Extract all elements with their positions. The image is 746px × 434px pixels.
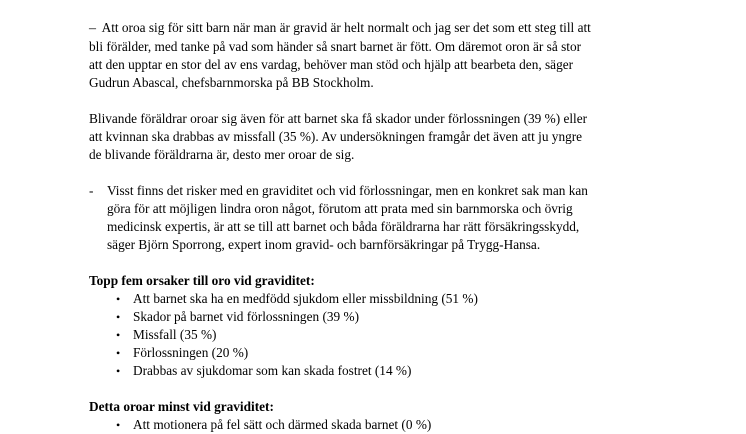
bullet-icon: • [116,364,121,378]
text-line: bli förälder, med tanke på vad som händer så snart barnet är fött. Om däremot oron är så stor [89,39,582,54]
text-line: medicinsk expertis, är att se till att barnet och båda föräldrarna har rätt försäkringsskydd, [107,219,580,234]
list-item: • Förlossningen (20 %) [116,345,249,360]
text-line: Gudrun Abascal, chefsbarnmorska på BB Stockholm. [89,75,374,90]
list-item: • Missfall (35 %) [116,327,217,342]
list-item: • Skador på barnet vid förlossningen (39 %) [116,309,359,324]
document-page [89,19,679,434]
text-line: att kvinnan ska drabbas av missfall (35 %). Av undersökningen framgår det även att ju yngre [89,129,583,144]
quote-dash: - [89,183,94,198]
least-worries-heading: Detta oroar minst vid graviditet: [89,399,274,414]
bullet-icon: • [116,310,121,324]
survey-paragraph [89,110,679,164]
text-line: säger Björn Sporrong, expert inom gravid- och barnförsäkringar på Trygg-Hansa. [107,237,541,252]
text-line: Visst finns det risker med en graviditet och vid förlossningar, men en konkret sak man kan [107,183,588,198]
text-line: göra för att möjligen lindra oron något, förutom att prata med sin barnmorska och övrig [107,201,573,216]
quote-dash: – [89,21,96,36]
worries-list [89,290,679,380]
bullet-icon: • [116,418,121,432]
text-line: att den upptar en stor del av ens vardag, behöver man stöd och hjälp att bearbeta den, säger [89,57,574,72]
worries-heading: Topp fem orsaker till oro vid graviditet: [89,273,315,288]
list-item: • Drabbas av sjukdomar som kan skada fostret (14 %) [116,363,412,378]
bullet-icon: • [116,328,121,342]
text-line: de blivande föräldrarna är, desto mer oroar de sig. [89,147,355,162]
bullet-icon: • [116,292,121,306]
bullet-icon: • [116,346,121,360]
quote-paragraph-sporrong [89,182,679,254]
quote-paragraph-abascal [89,19,679,92]
list-item: • Att barnet ska ha en medfödd sjukdom eller missbildning (51 %) [116,291,478,306]
list-item: • Att motionera på fel sätt och därmed skada barnet (0 %) [116,417,432,432]
text-line: Blivande föräldrar oroar sig även för att barnet ska få skador under förlossningen (39 %) eller [89,111,588,126]
text-line: – Att oroa sig för sitt barn när man är gravid är helt normalt och jag ser det som ett steg till att [89,20,591,36]
